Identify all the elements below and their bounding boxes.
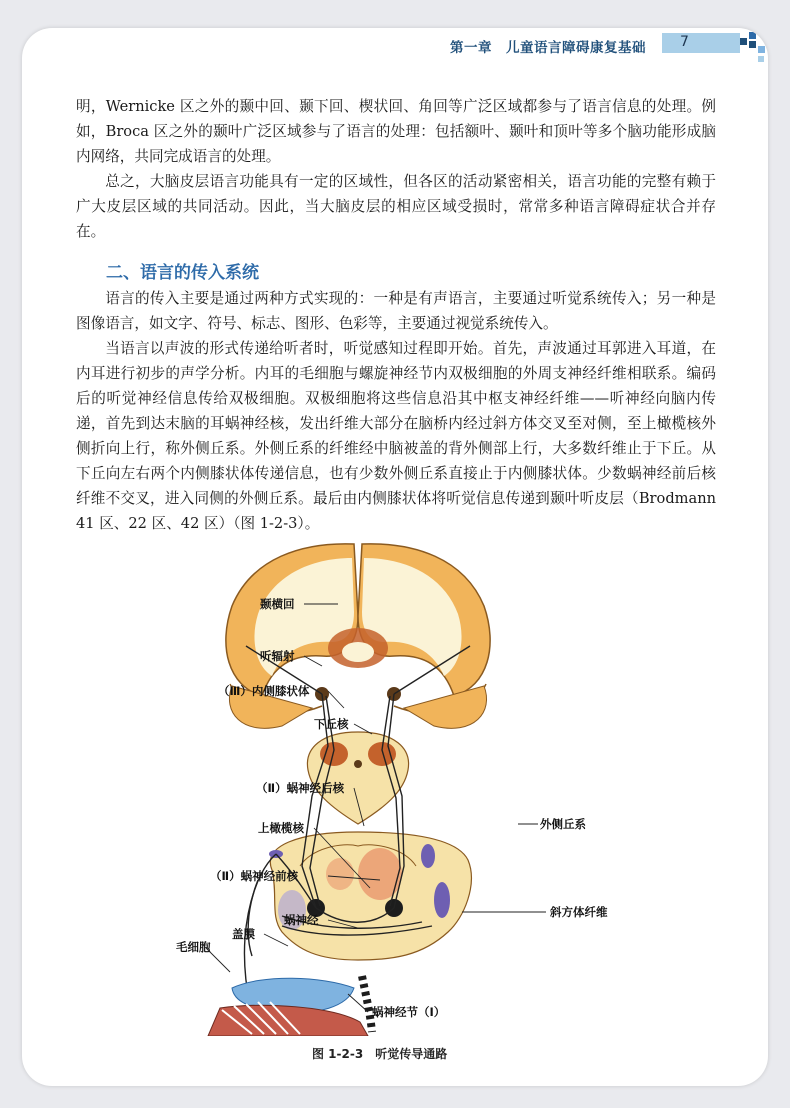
section-heading: 二、语言的传入系统 — [106, 263, 259, 283]
label-spiral-ganglion: 蜗神经节（Ⅰ） — [372, 1005, 446, 1019]
label-auditory-radiation: 听辐射 — [260, 649, 295, 663]
label-ventral-cochlear-nucleus: （Ⅱ）蜗神经前核 — [210, 869, 299, 883]
book-page — [22, 28, 768, 1086]
label-cochlear-nerve: 蜗神经 — [284, 913, 319, 927]
page-number: 7 — [680, 34, 689, 50]
label-medial-geniculate: （Ⅲ）内侧膝状体 — [218, 684, 310, 698]
paragraph-1: 明，Wernicke 区之外的颞中回、颞下回、楔状回、角回等广泛区域都参与了语言信息的处理。例如，Broca 区之外的颞叶广泛区域参与了语言的处理：包括额叶、颞叶和顶叶等多个脑功能形成脑内网络，共同完成语言的处理。 — [76, 98, 716, 165]
label-hair-cells: 毛细胞 — [176, 940, 211, 954]
paragraph-3: 语言的传入主要是通过两种方式实现的：一种是有声语言，主要通过听觉系统传入；另一种是图像语言，如文字、符号、标志、图形、色彩等，主要通过视觉系统传入。 — [76, 290, 716, 332]
chapter-title: 第一章 儿童语言障碍康复基础 — [450, 40, 646, 56]
paragraph-4: 当语言以声波的形式传递给听者时，听觉感知过程即开始。首先，声波通过耳郭进入耳道，在内耳进行初步的声学分析。内耳的毛细胞与螺旋神经节内双极细胞的外周支神经纤维相联系。编码后的听觉神经信息传给双极细胞。双极细胞将这些信息沿其中枢支神经纤维——听神经向脑内传递，首先到达末脑的耳蜗神经核，发出纤维大部分在脑桥内经过斜方体交叉至对侧，至上橄榄核外侧折向上行，称外侧丘系。外侧丘系的纤维经中脑被盖的背外侧部上行，大多数纤维止于下丘。从下丘向左右两个内侧膝状体传递信息，也有少数外侧丘系直接止于内侧膝状体。少数蜗神经前后核纤维不交叉，进入同侧的外侧丘系。最后由内侧膝状体将听觉信息传递到颞叶听皮层（Brodmann 41 区、22 区、42 区）（图 1-2-3）。 — [76, 340, 716, 532]
label-leader-lines — [22, 28, 768, 1086]
figure-caption: 图 1-2-3 听觉传导通路 — [312, 1047, 448, 1061]
label-inferior-colliculus: 下丘核 — [314, 717, 349, 731]
label-transverse-temporal-gyrus: 颞横回 — [260, 597, 295, 611]
label-superior-olive: 上橄榄核 — [258, 821, 304, 835]
paragraph-2: 总之，大脑皮层语言功能具有一定的区域性，但各区的活动紧密相关，语言功能的完整有赖于广大皮层区域的共同活动。因此，当大脑皮层的相应区域受损时，常常多种语言障碍症状合并存在。 — [76, 173, 716, 240]
label-trapezoid-fibers: 斜方体纤维 — [550, 905, 608, 919]
label-dorsal-cochlear-nucleus: （Ⅱ）蜗神经后核 — [256, 781, 345, 795]
label-lateral-lemniscus: 外侧丘系 — [540, 817, 586, 831]
label-tectorial-membrane: 盖膜 — [232, 927, 255, 941]
